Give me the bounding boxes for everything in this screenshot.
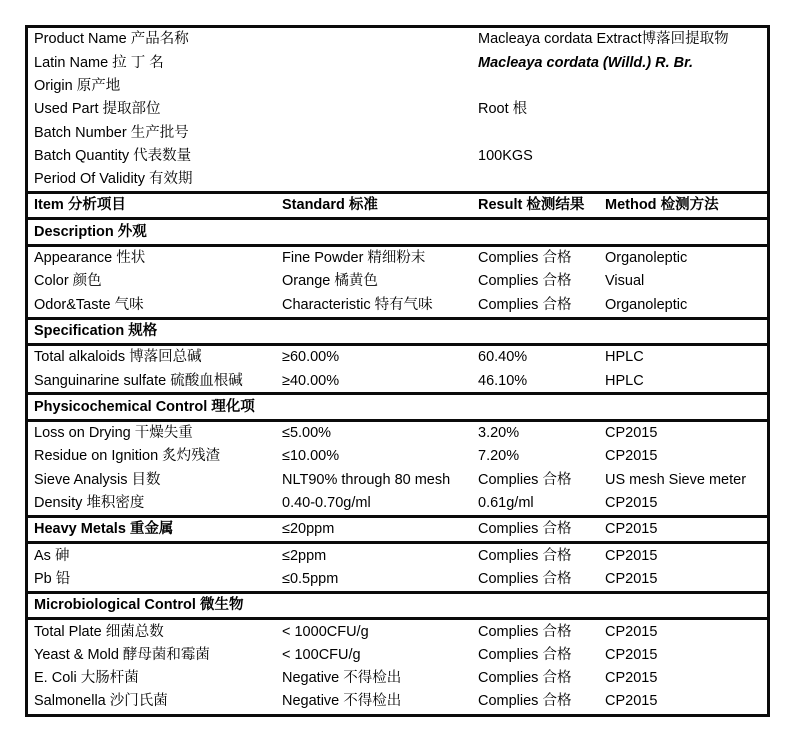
item-cell: Total alkaloids 博落回总碱 [34,349,202,366]
result-cell: 0.61g/ml [478,495,534,512]
table-row-yeast-mold [28,643,767,666]
method-cell: CP2015 [605,495,658,512]
method-cell: CP2015 [605,521,658,538]
section-title: Physicochemical Control 理化项 [34,398,255,415]
table-row-salmonella [28,690,767,713]
result-cell: Complies 合格 [478,296,572,313]
result-cell: 60.40% [478,349,528,366]
result-cell: Complies 合格 [478,570,572,587]
table-row-loss-on-drying [28,422,767,445]
section-header-physicochemical [28,392,767,421]
section-header-description [28,220,767,246]
method-cell: CP2015 [605,670,658,687]
standard-cell: ≤5.00% [282,425,332,442]
column-header-standard: Standard 标准 [282,197,378,214]
result-cell: Complies 合格 [478,693,572,710]
result-cell: Complies 合格 [478,670,572,687]
item-cell: As 砷 [34,547,70,564]
section-title: Description 外观 [34,223,147,240]
method-cell: CP2015 [605,570,658,587]
table-row-sieve-analysis [28,468,767,491]
method-cell: CP2015 [605,693,658,710]
table-row-odor-taste [28,293,767,316]
info-value-latin-name: Macleaya cordata (Willd.) R. Br. [478,54,694,71]
standard-cell: Characteristic 特有气味 [282,296,433,313]
standard-cell: Fine Powder 精细粉末 [282,250,426,267]
info-label: Batch Quantity 代表数量 [34,147,192,164]
info-row-origin [28,75,767,98]
method-cell: Organoleptic [605,296,688,313]
item-cell: Pb 铅 [34,570,71,587]
item-cell: Total Plate 细菌总数 [34,623,164,640]
column-header-method: Method 检测方法 [605,197,719,214]
standard-cell: < 100CFU/g [282,646,361,663]
method-cell: CP2015 [605,623,658,640]
section-header-microbiological [28,591,767,620]
item-cell: Odor&Taste 气味 [34,296,144,313]
table-row-arsenic [28,544,767,567]
table-row-density [28,492,767,515]
standard-cell: Negative 不得检出 [282,670,402,687]
info-label: Batch Number 生产批号 [34,124,189,141]
table-row-residue-on-ignition [28,445,767,468]
result-cell: Complies 合格 [478,471,572,488]
info-value: 100KGS [478,147,533,164]
column-header-item: Item 分析项目 [34,197,126,214]
item-cell: Yeast & Mold 酵母菌和霉菌 [34,646,210,663]
coa-document-table [25,25,770,717]
column-header-result: Result 检测结果 [478,197,585,214]
info-row-used-part [28,98,767,121]
standard-cell: ≤0.5ppm [282,570,339,587]
info-value: Macleaya cordata Extract博落回提取物 [478,31,729,48]
info-label: Period Of Validity 有效期 [34,171,193,188]
info-label: Used Part 提取部位 [34,101,161,118]
info-value: Root 根 [478,101,528,118]
standard-cell: Orange 橘黄色 [282,273,378,290]
standard-cell: < 1000CFU/g [282,623,369,640]
item-cell: Loss on Drying 干燥失重 [34,425,193,442]
method-cell: HPLC [605,349,644,366]
item-cell: Sieve Analysis 目数 [34,471,161,488]
info-label: Product Name 产品名称 [34,31,189,48]
info-label: Latin Name 拉 丁 名 [34,54,164,71]
method-cell: CP2015 [605,547,658,564]
info-row-product-name [28,28,767,51]
result-cell: Complies 合格 [478,250,572,267]
section-title: Specification 规格 [34,322,158,339]
method-cell: HPLC [605,372,644,389]
item-cell: Appearance 性状 [34,250,146,267]
standard-cell: 0.40-0.70g/ml [282,495,371,512]
method-cell: CP2015 [605,646,658,663]
table-row-color [28,270,767,293]
standard-cell: ≤2ppm [282,547,327,564]
standard-cell: ≥40.00% [282,372,340,389]
table-row-sanguinarine-sulfate [28,369,767,392]
standard-cell: NLT90% through 80 mesh [282,471,451,488]
result-cell: 46.10% [478,372,528,389]
item-cell: Residue on Ignition 炙灼残渣 [34,448,221,465]
standard-cell: Negative 不得检出 [282,693,402,710]
method-cell: Organoleptic [605,250,688,267]
method-cell: US mesh Sieve meter [605,471,747,488]
standard-cell: ≤10.00% [282,448,340,465]
method-cell: CP2015 [605,425,658,442]
table-row-appearance [28,247,767,270]
result-cell: Complies 合格 [478,273,572,290]
info-row-latin-name [28,51,767,74]
result-cell: 3.20% [478,425,520,442]
section-header-heavy-metals [28,515,767,544]
item-cell: Color 颜色 [34,273,102,290]
section-header-specification [28,317,767,346]
table-row-e-coli [28,667,767,690]
info-row-batch-quantity [28,144,767,167]
info-label: Origin 原产地 [34,77,121,94]
item-cell: Salmonella 沙门氏菌 [34,693,168,710]
standard-cell: ≥60.00% [282,349,340,366]
result-cell: Complies 合格 [478,646,572,663]
method-cell: CP2015 [605,448,658,465]
result-cell: Complies 合格 [478,623,572,640]
info-row-batch-number [28,121,767,144]
table-header-row [28,191,767,220]
info-row-period-of-validity [28,168,767,191]
item-cell: E. Coli 大肠杆菌 [34,670,139,687]
table-row-lead [28,568,767,591]
method-cell: Visual [605,273,645,290]
table-row-total-alkaloids [28,346,767,369]
result-cell: Complies 合格 [478,547,572,564]
standard-cell: ≤20ppm [282,521,335,538]
section-title: Microbiological Control 微生物 [34,597,244,614]
section-title: Heavy Metals 重金属 [34,521,174,538]
result-cell: Complies 合格 [478,521,572,538]
item-cell: Sanguinarine sulfate 硫酸血根碱 [34,372,243,389]
table-row-total-plate [28,620,767,643]
result-cell: 7.20% [478,448,520,465]
item-cell: Density 堆积密度 [34,495,145,512]
